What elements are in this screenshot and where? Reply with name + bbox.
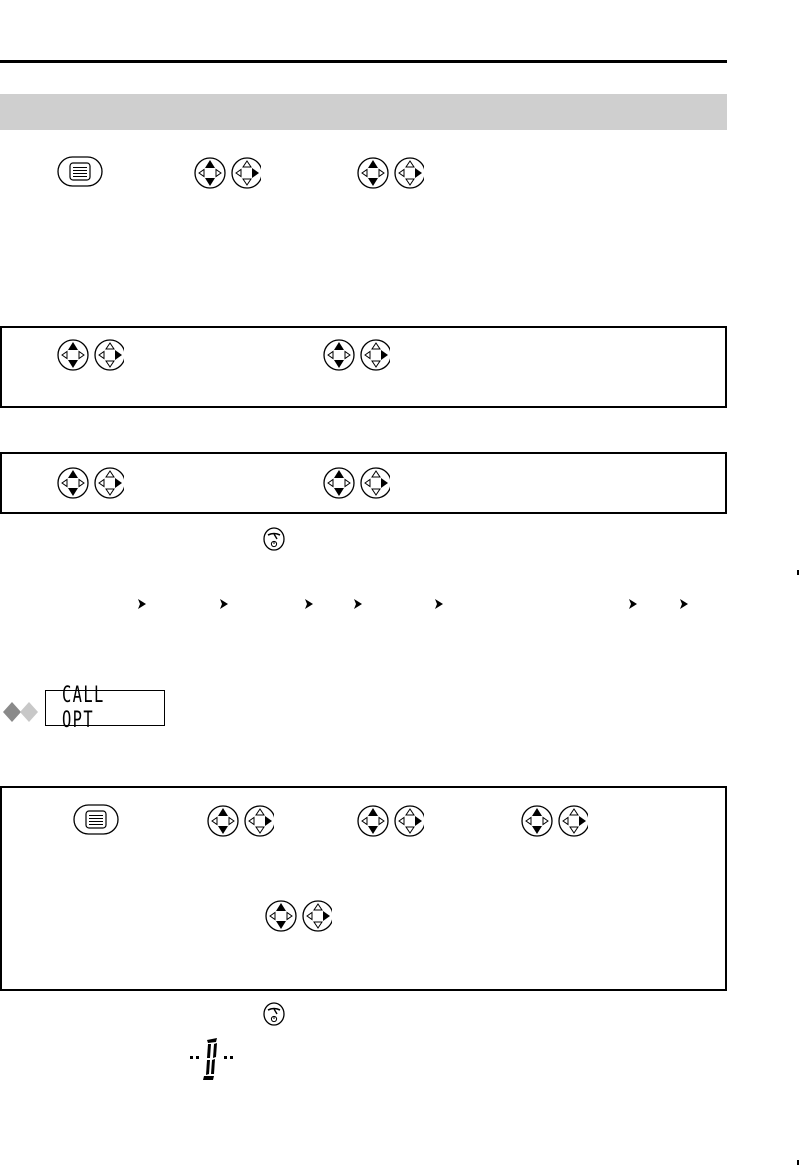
right-pointer-icon [353,598,363,610]
right-pointer-icon [628,598,638,610]
navigation-key-icon [56,337,124,373]
page-edge-mark [797,570,799,575]
right-pointer-icon [304,598,314,610]
navigation-key-icon [520,803,588,839]
segment-digit-1-icon [188,1036,236,1082]
navigation-key-icon [322,337,390,373]
navigation-key-icon [56,465,124,501]
page-edge-mark [797,1160,799,1165]
menu-button-icon [57,156,103,187]
navigation-key-icon [193,155,261,191]
end-power-key-icon [262,527,286,552]
section-diamond-icon [2,701,40,723]
right-pointer-icon [679,598,689,610]
lcd-display-text: CALL OPT [62,683,105,733]
right-pointer-icon [137,598,147,610]
navigation-key-icon [356,155,424,191]
section-heading-bar [0,94,727,130]
lcd-display [45,683,165,733]
end-power-key-icon [262,1002,286,1027]
menu-button-icon [73,804,119,835]
navigation-key-icon [206,803,274,839]
right-pointer-icon [434,598,444,610]
header-rule [0,60,727,63]
navigation-key-icon [264,898,332,934]
right-pointer-icon [219,598,229,610]
navigation-key-icon [322,465,390,501]
navigation-key-icon [356,803,424,839]
